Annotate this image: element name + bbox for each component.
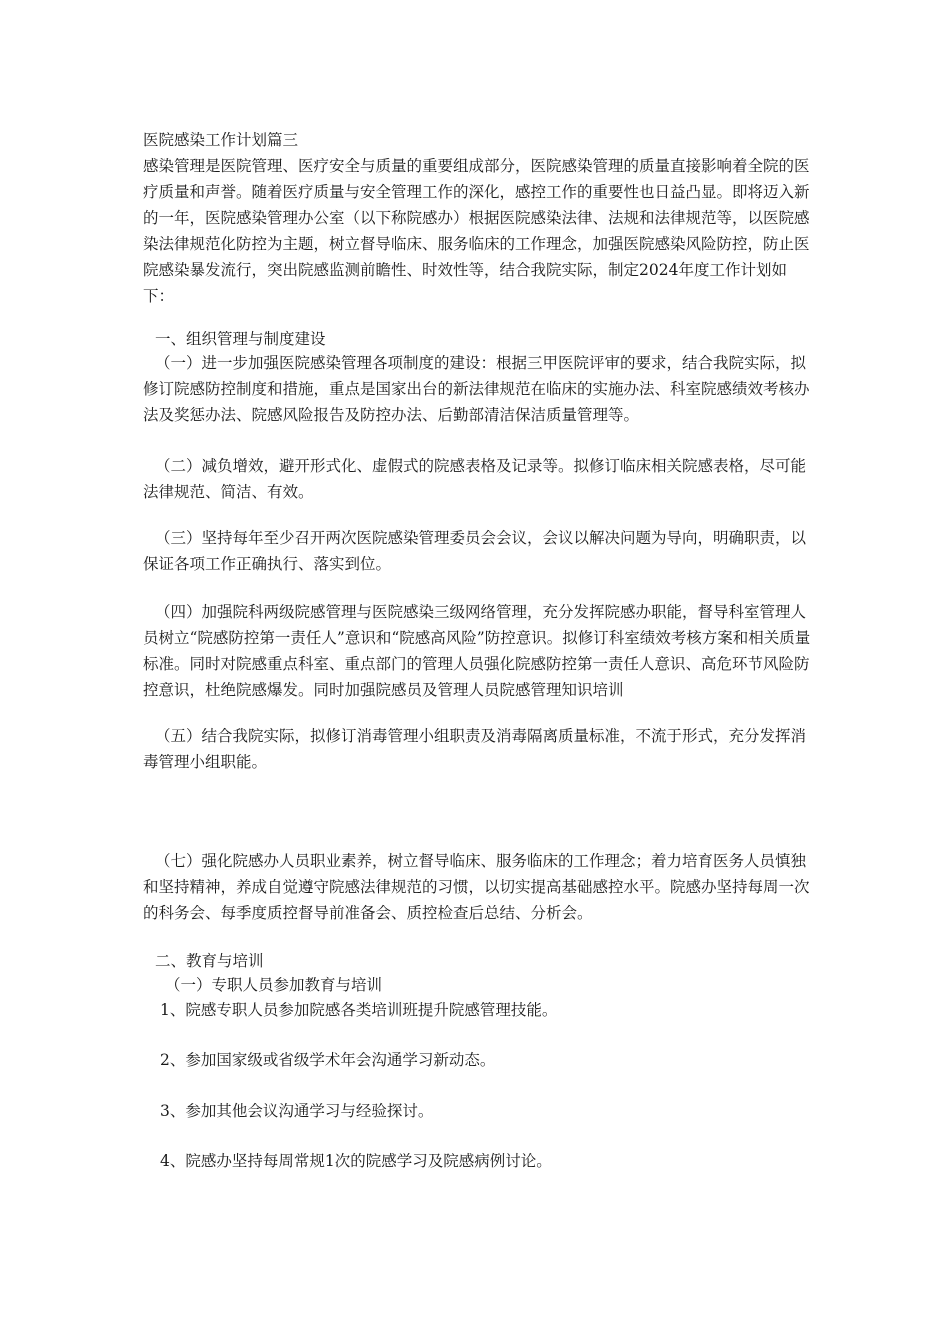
s1-paragraph-3: （三）坚持每年至少召开两次医院感染管理委员会会议，会议以解决问题为导向，明确职责，以保证各项工作正确执行、落实到位。 [143,529,807,573]
s1-paragraph-7: （七）强化院感办人员职业素养，树立督导临床、服务临床的工作理念；着力培育医务人员慎独和坚持精神，养成自觉遵守院感法律规范的习惯，以切实提高基础感控水平。院感办坚持每周一次的科务会、每季度质控督导前准备会、质控检查后总结、分析会。 [143,852,810,922]
section2-heading: 二、教育与培训 [155,952,264,970]
s2-item-3: 3、参加其他会议沟通学习与经验探讨。 [160,1102,434,1120]
s2-item-1: 1、院感专职人员参加院感各类培训班提升院感管理技能。 [160,1001,558,1019]
s2-item-4: 4、院感办坚持每周常规1次的院感学习及院感病例讨论。 [160,1152,552,1170]
s1-paragraph-5: （五）结合我院实际，拟修订消毒管理小组职责及消毒隔离质量标准，不流于形式，充分发挥消毒管理小组职能。 [143,727,807,771]
s1-paragraph-2: （二）减负增效，避开形式化、虚假式的院感表格及记录等。拟修订临床相关院感表格，尽可能法律规范、简洁、有效。 [143,457,807,501]
section1-heading: 一、组织管理与制度建设 [155,330,326,348]
document-title: 医院感染工作计划篇三 [143,131,299,149]
intro-paragraph: 感染管理是医院管理、医疗安全与质量的重要组成部分，医院感染管理的质量直接影响着全院的医疗质量和声誉。随着医疗质量与安全管理工作的深化，感控工作的重要性也日益凸显。即将迈入新的一年，医院感染管理办公室（以下称院感办）根据医院感染法律、法规和法律规范等，以医院感染法律规范化防控为主题，树立督导临床、服务临床的工作理念，加强医院感染风险防控，防止医院感染暴发流行，突出院感监测前瞻性、时效性等，结合我院实际，制定2024年度工作计划如下： [143,157,810,305]
s1-paragraph-4: （四）加强院科两级院感管理与医院感染三级网络管理，充分发挥院感办职能，督导科室管理人员树立“院感防控第一责任人”意识和“院感高风险”防控意识。拟修订科室绩效考核方案和相关质量标准。同时对院感重点科室、重点部门的管理人员强化院感防控第一责任人意识、高危环节风险防控意识，杜绝院感爆发。同时加强院感员及管理人员院感管理知识培训 [143,603,811,699]
s1-paragraph-1: （一）进一步加强医院感染管理各项制度的建设：根据三甲医院评审的要求，结合我院实际，拟修订院感防控制度和措施，重点是国家出台的新法律规范在临床的实施办法、科室院感绩效考核办法及奖惩办法、院感风险报告及防控办法、后勤部清洁保洁质量管理等。 [143,354,810,424]
s2-subheading-1: （一）专职人员参加教育与培训 [165,976,383,994]
s2-item-2: 2、参加国家级或省级学术年会沟通学习新动态。 [160,1051,496,1069]
